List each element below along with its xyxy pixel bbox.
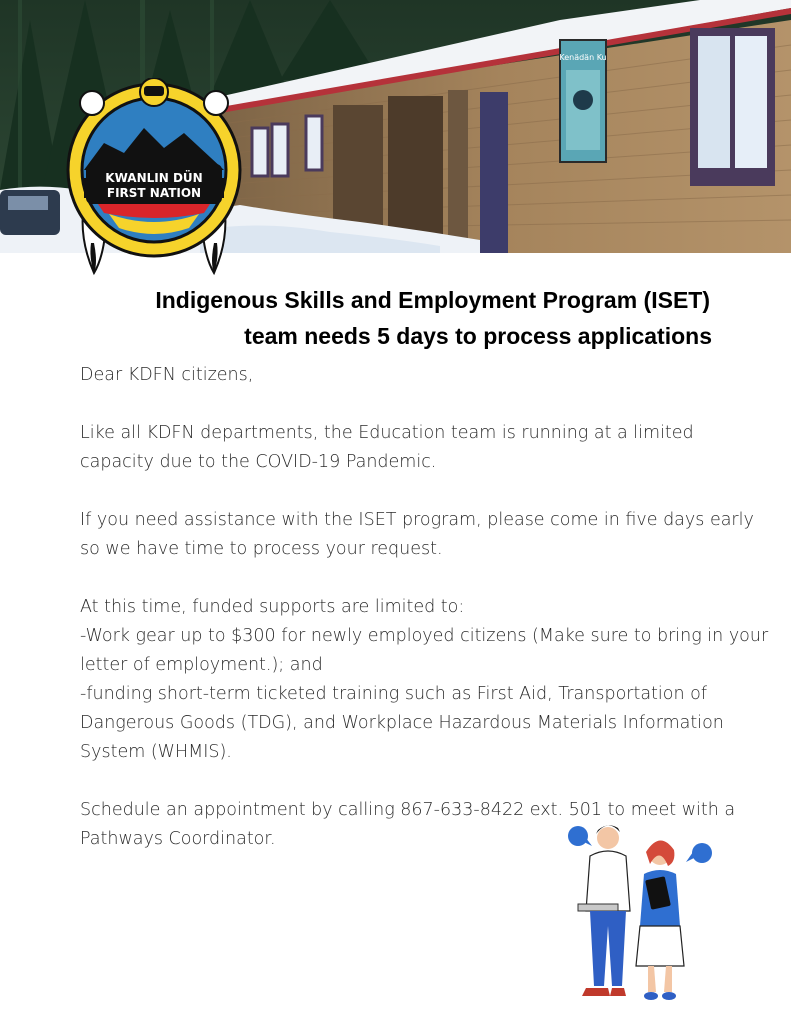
title-line-1: Indigenous Skills and Employment Program (ISET) [155, 287, 710, 313]
logo-text-line2: FIRST NATION [106, 186, 202, 200]
letter-body [80, 361, 770, 883]
page-title [60, 282, 760, 354]
speech-bubble-icon [692, 843, 712, 863]
paragraph-assistance: If you need assistance with the ISET program, please come in five days early so we have time to process your request. [80, 510, 754, 559]
support-item-work-gear: -Work gear up to $300 for newly employed citizens (Make sure to bring in your letter of employment.); and [80, 626, 769, 675]
supports-section [80, 593, 770, 767]
speech-bubble-icon [568, 826, 588, 846]
title-line-2: team needs 5 days to process applications [244, 323, 712, 349]
greeting: Dear KDFN citizens, [80, 365, 254, 385]
logo-text-line1: KWANLIN DÜN [105, 171, 203, 185]
support-item-training: -funding short-term ticketed training such as First Aid, Transportation of Dangerous Goods (TDG), and Workplace Hazardous Materials Information System (WHMIS). [80, 684, 724, 762]
kwanlin-dun-logo [64, 78, 244, 278]
closing-appointment: Schedule an appointment by calling 867-633-8422 ext. 501 to meet with a Pathways Coordinator. [80, 800, 736, 849]
paragraph-capacity: Like all KDFN departments, the Education team is running at a limited capacity due to the COVID-19 Pandemic. [80, 423, 694, 472]
supports-intro: At this time, funded supports are limited to: [80, 597, 465, 617]
sign-text: Kenädän Ku [559, 53, 607, 62]
people-illustration [560, 816, 720, 1006]
